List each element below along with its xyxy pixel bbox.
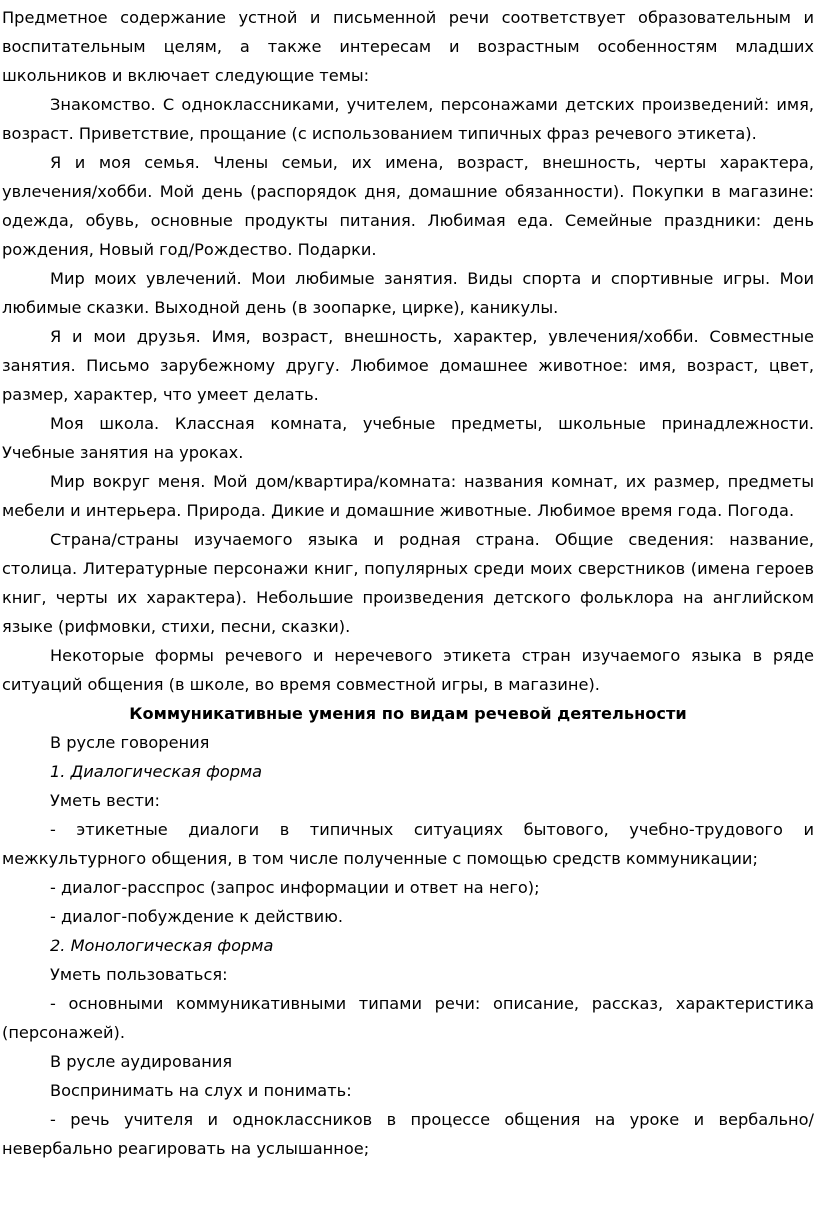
topic-text: Общие сведения: название, столица. Литературные персонажи книг, популярных среди моих сверстников (имена героев книг, черты их характера). Небольшие произведения детского фольклора на английском языке (рифмовки, стихи, песни, сказки). xyxy=(2,530,814,636)
topic-title: Моя школа. xyxy=(50,414,160,433)
topic-friends xyxy=(2,322,814,409)
topic-world-around xyxy=(2,467,814,525)
topic-family xyxy=(2,148,814,264)
topic-text: С одноклассниками, учителем, персонажами детских произведений: имя, возраст. Приветствие, прощание (с использованием типичных фраз речевого этикета). xyxy=(2,95,814,143)
section-heading: Коммуникативные умения по видам речевой деятельности xyxy=(129,704,687,723)
topic-title: Знакомство. xyxy=(50,95,156,114)
dialog-item: - диалог-побуждение к действию. xyxy=(50,907,343,926)
speaking-label: В русле говорения xyxy=(50,733,210,752)
document-page xyxy=(0,3,816,1163)
dialog-item: - этикетные диалоги в типичных ситуациях бытового, учебно-трудового и межкультурного общения, в том числе полученные с помощью средств коммуникации; xyxy=(2,820,814,868)
topic-title: Мир вокруг меня. xyxy=(50,472,206,491)
topic-text: Мои любимые занятия. Виды спорта и спортивные игры. Мои любимые сказки. Выходной день (в зоопарке, цирке), каникулы. xyxy=(2,269,814,317)
topic-text: Мой дом/квартира/комната: названия комнат, их размер, предметы мебели и интерьера. Природа. Дикие и домашние животные. Любимое время года. Погода. xyxy=(2,472,815,520)
dialog-lead: Уметь вести: xyxy=(50,791,160,810)
mono-form-heading: 2. Монологическая форма xyxy=(50,936,274,955)
topic-acquaintance xyxy=(2,90,814,148)
topic-hobbies xyxy=(2,264,814,322)
dialog-item: - диалог-расспрос (запрос информации и ответ на него); xyxy=(50,878,540,897)
mono-item: - основными коммуникативными типами речи: описание, рассказ, характеристика (персонажей). xyxy=(2,994,814,1042)
topic-title: Страна/страны изучаемого языка и родная страна. xyxy=(50,530,540,549)
topic-title: Я и мои друзья. xyxy=(50,327,201,346)
topic-text: Классная комната, учебные предметы, школьные принадлежности. Учебные занятия на уроках. xyxy=(2,414,814,462)
topic-title: Я и моя семья. xyxy=(50,153,200,172)
dialog-form-heading: 1. Диалогическая форма xyxy=(50,762,263,781)
listening-lead: Воспринимать на слух и понимать: xyxy=(50,1081,352,1100)
intro-paragraph: Предметное содержание устной и письменной речи соответствует образовательным и воспитательным целям, а также интересам и возрастным особенностям младших школьников и включает следующие темы: xyxy=(2,8,814,85)
etiquette-paragraph: Некоторые формы речевого и неречевого этикета стран изучаемого языка в ряде ситуаций общения (в школе, во время совместной игры, в магазине). xyxy=(2,646,814,694)
listening-item: - речь учителя и одноклассников в процессе общения на уроке и вербально/невербально реагировать на услышанное; xyxy=(2,1110,814,1158)
topic-countries xyxy=(2,525,814,641)
mono-lead: Уметь пользоваться: xyxy=(50,965,228,984)
topic-text: Члены семьи, их имена, возраст, внешность, черты характера, увлечения/хобби. Мой день (распорядок дня, домашние обязанности). Покупки в магазине: одежда, обувь, основные продукты питания. Любимая еда. Семейные праздники: день рождения, Новый год/Рождество. Подарки. xyxy=(2,153,814,259)
listening-label: В русле аудирования xyxy=(50,1052,233,1071)
topic-text: Имя, возраст, внешность, характер, увлечения/хобби. Совместные занятия. Письмо зарубежному другу. Любимое домашнее животное: имя, возраст, цвет, размер, характер, что умеет делать. xyxy=(2,327,814,404)
topic-school xyxy=(2,409,814,467)
topic-title: Мир моих увлечений. xyxy=(50,269,242,288)
